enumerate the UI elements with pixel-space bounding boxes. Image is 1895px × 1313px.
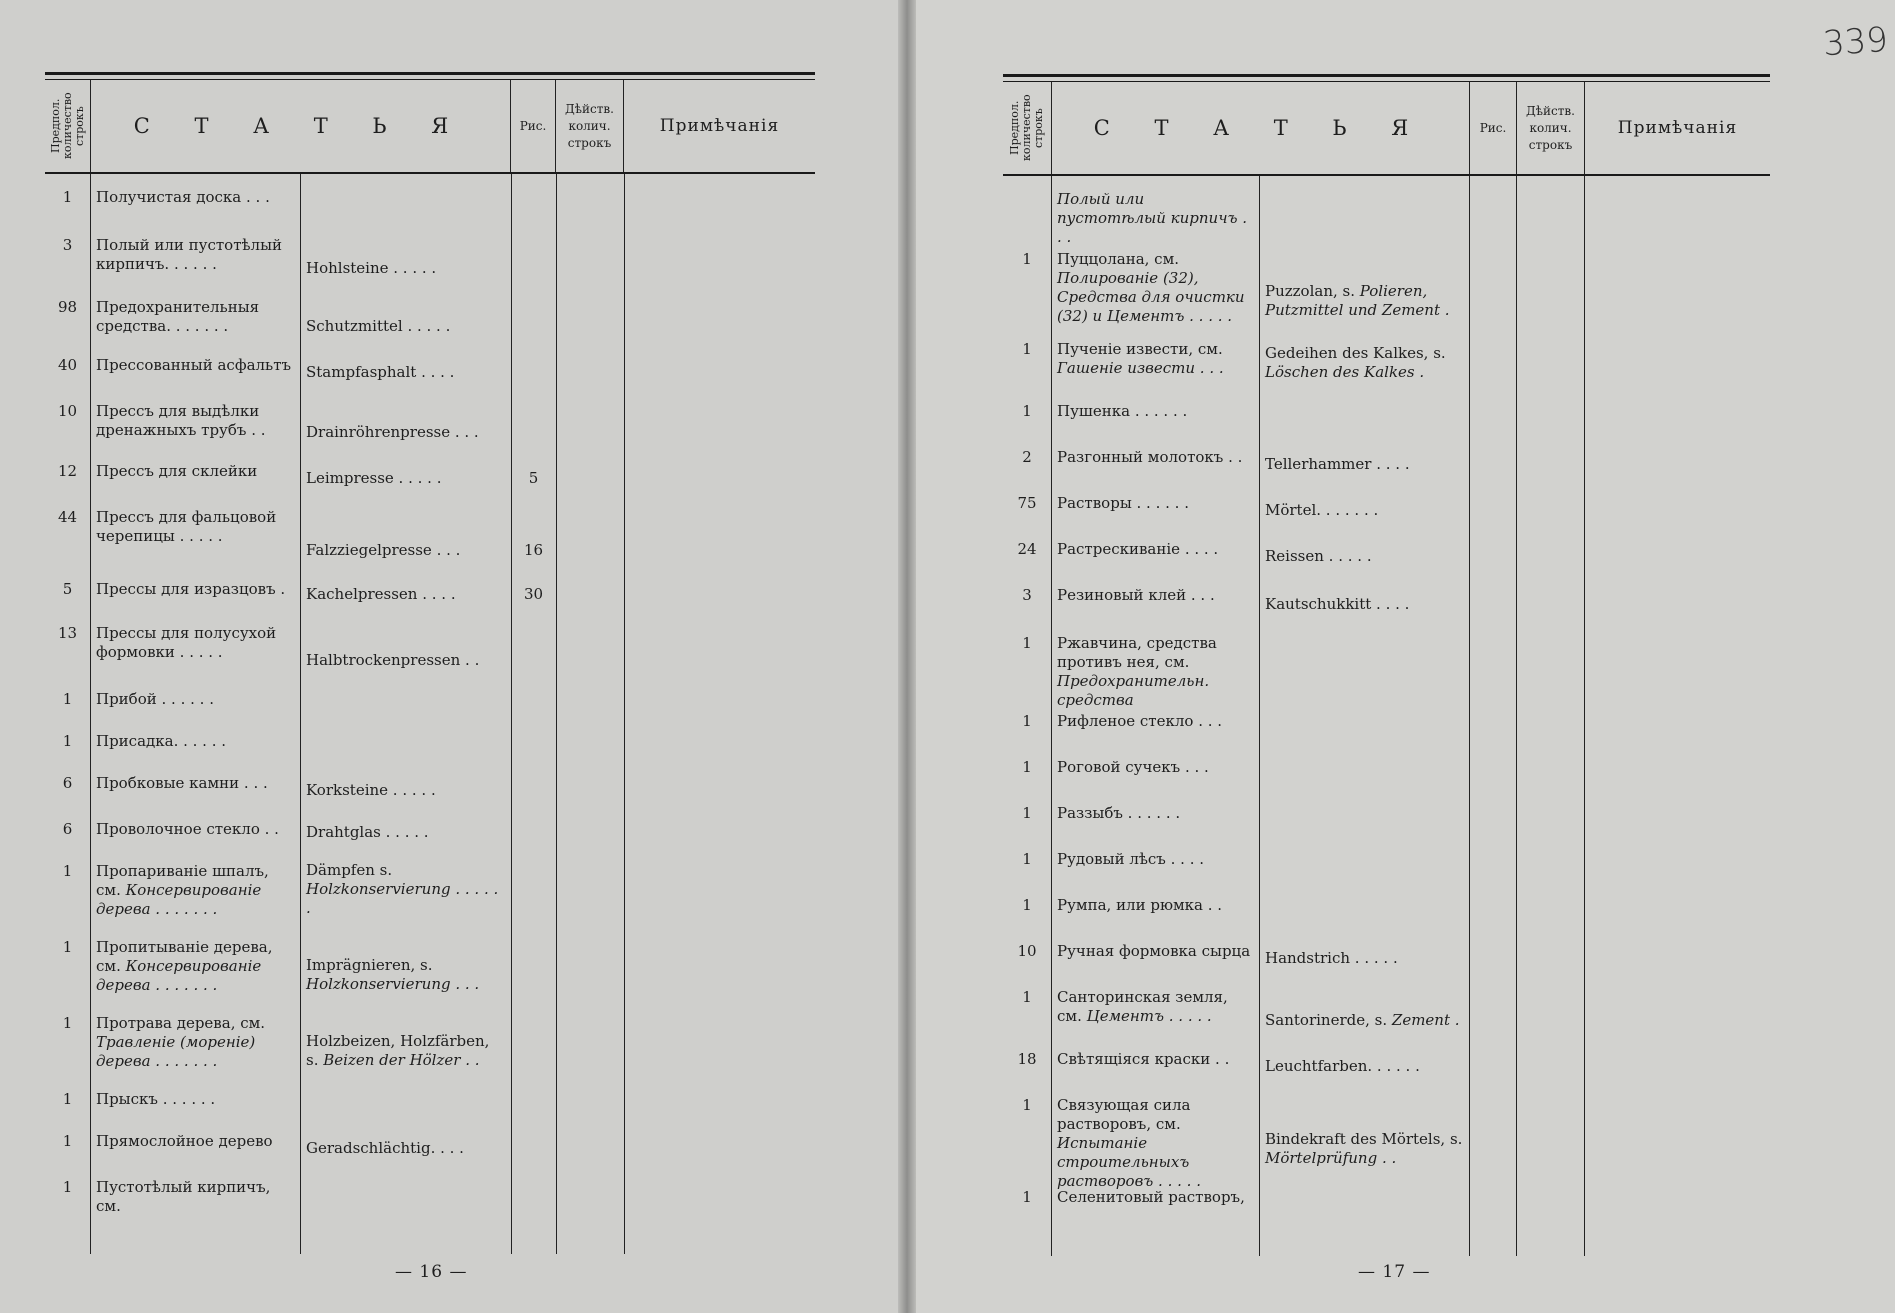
row-article-ru: Пуццолана, см. Полированіе (32), Средства для очистки (32) и Цементъ . . . . . [1057,250,1245,325]
table-row [45,806,815,848]
row-article-de: Bindekraft des Mörtels, s. Mörtelprüfung . . [1265,1130,1463,1167]
row-article-ru: Резиновый клей . . . [1057,586,1215,604]
table-row [45,1164,815,1215]
row-actual [1516,1188,1584,1214]
col-fig-header-right: Рис. [1470,82,1517,174]
row-article-ru: Разгонный молотокъ . . [1057,448,1243,466]
row-notes [1584,634,1770,698]
col-actual-header-right: Дѣйств. колич. строкъ [1517,82,1585,174]
table-row [1003,1082,1770,1190]
row-article-de: Handstrich . . . . . [1265,949,1398,967]
row-quantity: 40 [57,356,78,374]
row-actual [1516,896,1584,928]
col-notes-header: Примѣчанія [659,116,780,136]
row-article-ru: Пропитываніе дерева, см. Консервированіе дерева . . . . . . . [96,938,273,994]
row-fig [511,732,556,760]
row-article-ru: Санторинская земля, см. Цементъ . . . . . [1057,988,1228,1025]
row-article-ru: Прессованный асфальтъ [96,356,292,374]
row-notes [624,1132,815,1164]
row-quantity: 13 [57,624,78,642]
handwritten-page-number: 339 [1821,19,1890,65]
row-actual [1516,586,1584,620]
row-article-ru: Пропариваніе шпалъ, см. Консервированіе дерева . . . . . . . [96,862,269,918]
table-row [1003,480,1770,526]
row-article-ru: Прессы для изразцовъ . [96,580,286,598]
row-quantity: 1 [1022,250,1032,268]
row-article-de: Holzbeizen, Holzfärben, s. Beizen der Hölzer . . [306,1032,490,1069]
row-article-ru: Румпа, или рюмка . . [1057,896,1223,914]
row-article-de: Reissen . . . . . [1265,547,1372,565]
row-quantity: 1 [62,1014,73,1032]
table-row [45,388,815,448]
col-article-header: С Т А Т Ь Я [91,80,511,172]
row-actual [1516,402,1584,434]
row-actual [1516,1050,1584,1082]
table-row [45,494,815,566]
row-notes [1584,190,1770,236]
row-notes [624,508,815,566]
table-row [45,718,815,760]
row-actual [1516,988,1584,1036]
row-quantity: 75 [1017,494,1037,512]
right-table [1003,74,1770,1282]
row-quantity: 1 [62,1132,73,1150]
col-quantity-header-right: Предпол. количество строкъ [1008,94,1045,162]
table-row [1003,526,1770,572]
row-article-ru: Полый или пустотѣлый кирпичъ . . . [1057,190,1248,246]
row-article-de: Imprägnieren, s. Holzkonservierung . . . [306,956,480,993]
row-article-de: Drahtglas . . . . . [306,823,429,841]
table-row [1003,790,1770,836]
row-notes [1584,250,1770,326]
row-fig [1469,896,1516,928]
row-actual [1516,850,1584,882]
table-row [1003,388,1770,434]
row-fig [511,862,556,924]
row-notes [1584,494,1770,526]
row-notes [624,624,815,676]
table-row [45,284,815,342]
table-row [45,1000,815,1076]
row-notes [624,1014,815,1076]
row-notes [624,188,815,222]
table-row [45,848,815,924]
row-article-de [1259,1188,1469,1214]
row-actual [556,862,624,924]
row-fig [1469,634,1516,698]
row-fig [1469,494,1516,526]
row-notes [1584,942,1770,974]
row-article-ru: Пученіе извести, см. Гашеніе извести . . . [1057,340,1224,377]
row-article-ru: Свѣтящіяся краски . . [1057,1050,1230,1068]
row-article-ru: Полый или пустотѣлый кирпичъ. . . . . . [96,236,282,273]
row-article-de [1259,896,1469,928]
left-table-body [45,174,815,1215]
row-fig [511,690,556,718]
table-row [45,174,815,222]
row-actual [556,690,624,718]
row-article-ru: Прессы для полусухой формовки . . . . . [96,624,277,661]
row-notes [1584,758,1770,790]
row-actual [1516,250,1584,326]
row-article-ru: Растрескиваніе . . . . [1057,540,1219,558]
row-actual [556,1178,624,1204]
row-article-ru: Раззыбъ . . . . . . [1057,804,1181,822]
table-row [1003,434,1770,480]
row-actual [1516,758,1584,790]
row-fig [511,1090,556,1118]
row-notes [624,862,815,924]
row-article-ru: Проволочное стекло . . [96,820,279,838]
row-article-de: Falzziegelpresse . . . [306,541,461,559]
row-notes [624,732,815,760]
row-article-de [300,1090,511,1118]
row-quantity: 98 [57,298,78,316]
row-actual [556,580,624,610]
row-quantity: 1 [1022,1096,1032,1114]
row-article-de [300,1178,511,1204]
row-fig [1469,586,1516,620]
row-article-ru: Протрава дерева, см. Травленіе (мореніе) дерева . . . . . . . [96,1014,266,1070]
row-fig [1469,1050,1516,1082]
row-article-ru: Прессъ для выдѣлки дренажныхъ трубъ . . [96,402,266,439]
row-fig [1469,340,1516,388]
row-quantity: 10 [57,402,78,420]
table-row [45,222,815,284]
row-article-de [300,188,511,222]
page-number-16: — 16 — [395,1262,468,1282]
row-quantity: 1 [1022,758,1032,776]
row-fig [1469,942,1516,974]
row-actual [1516,340,1584,388]
col-fig-header: Рис. [511,80,556,172]
right-table-header [1003,82,1770,176]
row-article-ru: Пушенка . . . . . . [1057,402,1188,420]
row-actual [556,236,624,284]
row-article-de [1259,712,1469,744]
row-notes [624,820,815,848]
row-quantity: 3 [1022,586,1032,604]
left-table-header [45,80,815,174]
row-actual [556,1132,624,1164]
row-quantity: 1 [62,862,73,880]
row-actual [556,462,624,494]
table-row [1003,620,1770,709]
row-fig: 16 [523,541,544,559]
row-article-de: Mörtel. . . . . . . [1265,501,1379,519]
row-article-ru: Получистая доска . . . [96,188,270,206]
row-article-de [1259,402,1469,434]
row-fig [511,1178,556,1204]
row-article-de: Leuchtfarben. . . . . . [1265,1057,1420,1075]
row-quantity: 2 [1022,448,1032,466]
table-row [45,1076,815,1118]
row-notes [1584,1050,1770,1082]
row-quantity: 1 [1022,402,1032,420]
row-fig [511,1014,556,1076]
row-fig [1469,804,1516,836]
row-article-de [1259,634,1469,698]
row-fig [1469,540,1516,572]
row-quantity: 10 [1017,942,1037,960]
page-number-17: — 17 — [1358,1262,1431,1282]
col-actual-header: Дѣйств. колич. строкъ [556,80,624,172]
row-quantity: 1 [62,1178,73,1196]
row-actual [556,1014,624,1076]
table-row [1003,572,1770,620]
row-actual [1516,1096,1584,1174]
row-article-de: Gedeihen des Kalkes, s. Löschen des Kalkes . [1265,344,1446,381]
row-article-ru: Связующая сила растворовъ, см. Испытаніе строительныхъ растворовъ . . . . . [1057,1096,1201,1190]
row-notes [1584,804,1770,836]
row-quantity: 1 [1022,988,1032,1006]
row-notes [1584,402,1770,434]
row-quantity: 1 [1022,634,1032,652]
row-article-ru: Роговой сучекъ . . . [1057,758,1209,776]
row-actual [1516,712,1584,744]
row-fig [1469,190,1516,236]
row-article-ru: Ржавчина, средства противъ нея, см. Предохранительн. средства [1057,634,1217,709]
row-notes [1584,540,1770,572]
row-quantity [1003,190,1051,236]
col-article-header-right: С Т А Т Ь Я [1052,82,1470,174]
row-fig [511,298,556,342]
row-actual [1516,448,1584,480]
row-fig [511,624,556,676]
row-article-de [300,732,511,760]
row-actual [1516,494,1584,526]
row-quantity: 6 [62,774,73,792]
row-notes [1584,896,1770,928]
row-notes [624,356,815,388]
row-article-de [1259,190,1469,236]
row-actual [556,402,624,448]
row-quantity: 24 [1017,540,1037,558]
row-fig [1469,1188,1516,1214]
row-article-de: Santorinerde, s. Zement . [1265,1011,1460,1029]
row-fig [511,774,556,806]
row-notes [624,1178,815,1204]
table-row [1003,974,1770,1036]
row-article-ru: Присадка. . . . . . [96,732,227,750]
row-article-ru: Прыскъ . . . . . . [96,1090,216,1108]
row-fig [511,188,556,222]
row-actual [556,624,624,676]
row-article-de: Korksteine . . . . . [306,781,436,799]
row-article-ru: Прессъ для фальцовой черепицы . . . . . [96,508,277,545]
row-notes [624,1090,815,1118]
row-fig [511,1132,556,1164]
row-quantity: 1 [1022,1188,1032,1206]
row-quantity: 12 [57,462,78,480]
row-article-de: Puzzolan, s. Polieren, Putzmittel und Zement . [1265,282,1450,319]
row-fig [1469,850,1516,882]
row-actual [1516,942,1584,974]
row-article-de: Kachelpressen . . . . [306,585,456,603]
row-article-ru: Прессъ для склейки [96,462,258,480]
row-fig [1469,712,1516,744]
row-article-de: Geradschlächtig. . . . [306,1139,464,1157]
table-row [1003,882,1770,928]
row-actual [556,938,624,1000]
row-article-de: Leimpresse . . . . . [306,469,442,487]
row-actual [556,188,624,222]
row-fig [1469,402,1516,434]
row-quantity: 1 [1022,712,1032,730]
row-quantity: 44 [57,508,78,526]
table-row [1003,836,1770,882]
table-row [1003,236,1770,326]
row-article-de: Schutzmittel . . . . . [306,317,451,335]
row-quantity: 6 [62,820,73,838]
row-notes [624,462,815,494]
row-actual [1516,634,1584,698]
row-article-de: Dämpfen s. Holzkonservierung . . . . . . [306,861,499,917]
table-row [1003,744,1770,790]
row-article-de: Stampfasphalt . . . . [306,363,455,381]
row-article-de [300,690,511,718]
row-article-de [1259,758,1469,790]
row-actual [556,356,624,388]
row-actual [556,820,624,848]
row-quantity: 3 [62,236,73,254]
table-row [1003,928,1770,974]
row-quantity: 18 [1017,1050,1037,1068]
row-article-ru: Предохранительныя средства. . . . . . . [96,298,260,335]
row-fig [1469,448,1516,480]
table-row [1003,326,1770,388]
row-actual [1516,190,1584,236]
table-row [45,610,815,676]
col-notes-header-right: Примѣчанія [1617,118,1738,138]
row-quantity: 1 [1022,850,1032,868]
row-fig [1469,758,1516,790]
row-fig: 5 [528,469,539,487]
row-actual [556,732,624,760]
row-notes [624,690,815,718]
row-article-de: Tellerhammer . . . . [1265,455,1410,473]
row-article-de: Hohlsteine . . . . . [306,259,437,277]
row-notes [1584,850,1770,882]
row-actual [1516,804,1584,836]
row-article-ru: Пустотѣлый кирпичъ, см. [96,1178,271,1215]
row-fig [1469,1096,1516,1174]
row-article-ru: Ручная формовка сырца [1057,942,1251,960]
left-table [45,72,815,1282]
row-fig [511,820,556,848]
row-article-de: Kautschukkitt . . . . [1265,595,1410,613]
row-quantity: 1 [62,938,73,956]
row-article-ru: Растворы . . . . . . [1057,494,1189,512]
row-article-de [1259,850,1469,882]
row-notes [1584,586,1770,620]
row-fig: 30 [523,585,544,603]
row-notes [624,580,815,610]
row-article-de: Halbtrockenpressen . . [306,651,480,669]
row-article-ru: Селенитовый растворъ, [1057,1188,1245,1206]
row-actual [556,1090,624,1118]
table-row [1003,176,1770,246]
table-row [45,676,815,718]
row-actual [556,508,624,566]
row-quantity: 1 [62,732,73,750]
table-row [45,342,815,388]
row-notes [624,938,815,1000]
row-actual [556,774,624,806]
row-notes [1584,340,1770,388]
row-fig [1469,250,1516,326]
row-notes [624,774,815,806]
row-notes [624,236,815,284]
table-row [45,566,815,610]
col-quantity-header: Предпол. количество строкъ [48,92,86,160]
row-fig [511,356,556,388]
row-article-ru: Прямослойное дерево [96,1132,273,1150]
row-quantity: 5 [62,580,73,598]
row-article-de: Drainröhrenpresse . . . [306,423,479,441]
row-actual [556,298,624,342]
table-row [45,924,815,1000]
row-notes [624,298,815,342]
table-row [1003,1036,1770,1082]
table-row [45,1118,815,1164]
row-quantity: 1 [1022,804,1032,822]
book-gutter [898,0,916,1313]
right-table-body [1003,176,1770,1214]
row-article-ru: Рифленое стекло . . . [1057,712,1223,730]
row-notes [1584,712,1770,744]
row-actual [1516,540,1584,572]
row-article-ru: Рудовый лѣсъ . . . . [1057,850,1204,868]
row-fig [511,938,556,1000]
row-quantity: 1 [62,1090,73,1108]
row-quantity: 1 [62,188,73,206]
row-article-ru: Прибой . . . . . . [96,690,214,708]
row-fig [1469,988,1516,1036]
row-article-ru: Пробковые камни . . . [96,774,268,792]
row-quantity: 1 [62,690,73,708]
row-quantity: 1 [1022,896,1032,914]
row-fig [511,236,556,284]
row-notes [1584,988,1770,1036]
row-notes [624,402,815,448]
row-quantity: 1 [1022,340,1032,358]
row-fig [511,402,556,448]
row-notes [1584,448,1770,480]
row-article-de [1259,804,1469,836]
row-notes [1584,1096,1770,1174]
row-notes [1584,1188,1770,1214]
table-row [45,448,815,494]
table-row [45,760,815,806]
